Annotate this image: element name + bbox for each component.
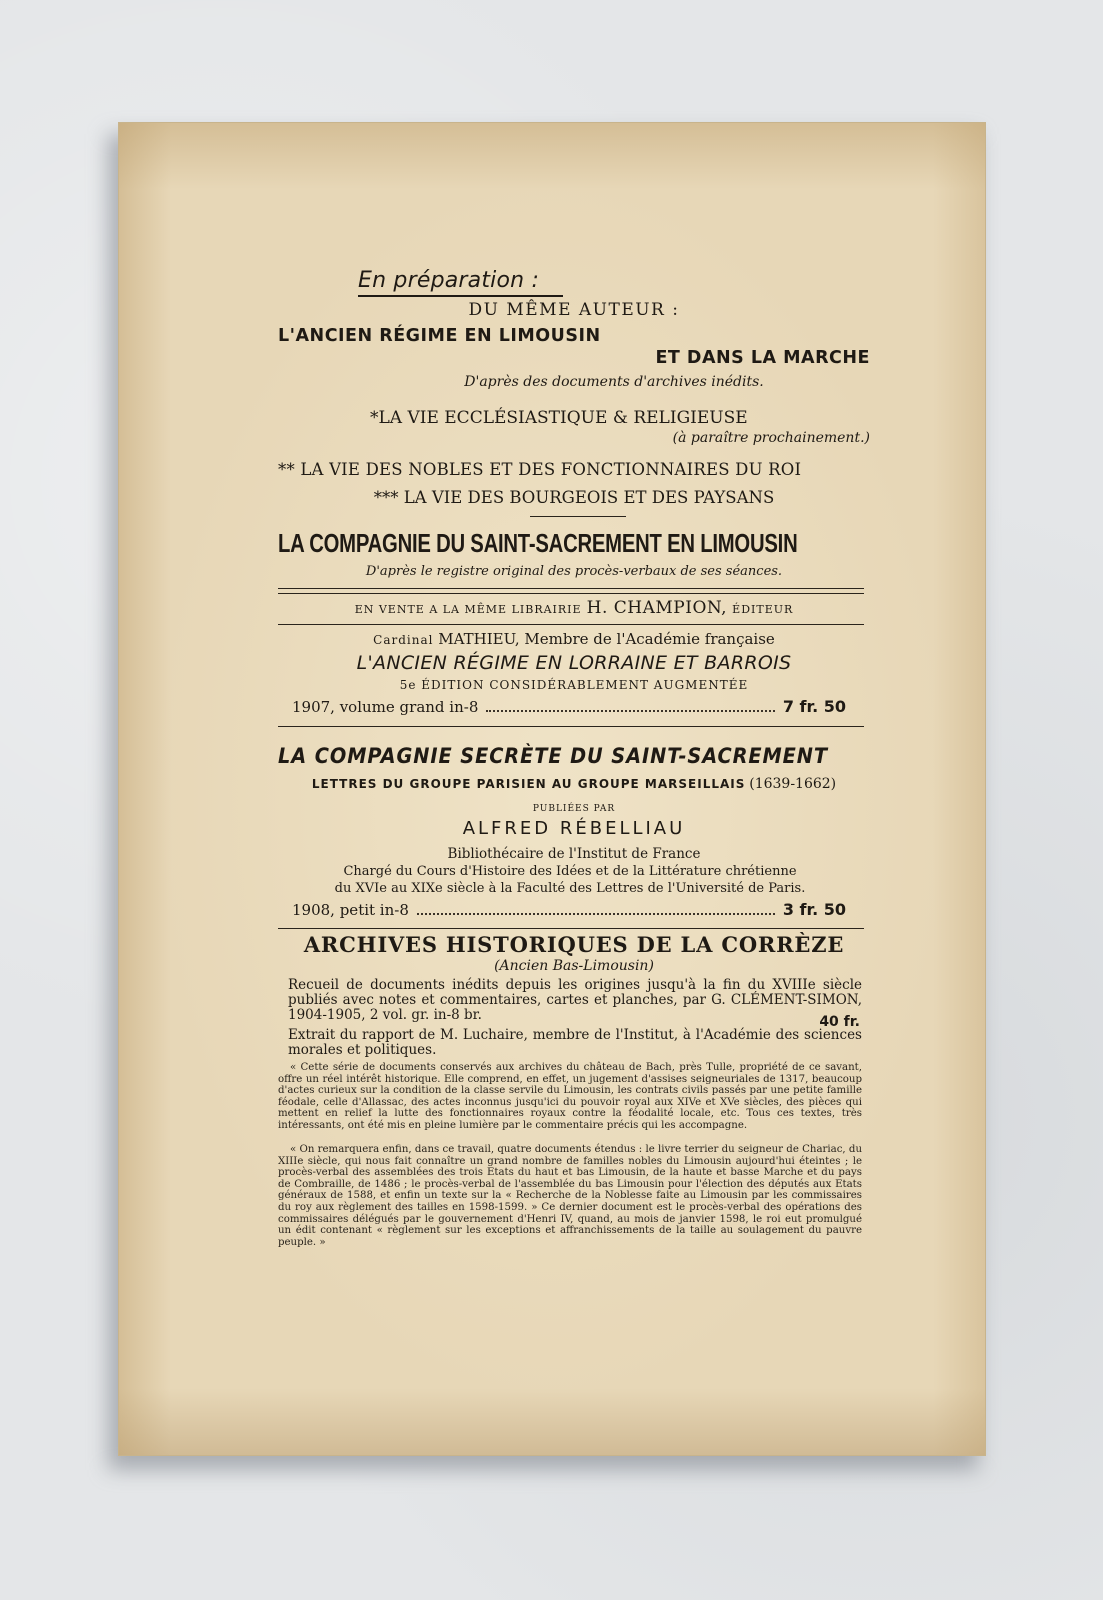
mathieu-author-line [278,630,870,648]
mathieu-rule [278,726,864,727]
compagnie-limousin-title: LA COMPAGNIE DU SAINT-SACREMENT EN LIMOUSIN [278,528,798,558]
mathieu-price: 7 fr. 50 [782,697,846,716]
correze-price: 40 fr. [819,1014,860,1030]
mathieu-format: 1907, volume grand in-8 [292,698,479,716]
correze-title: ARCHIVES HISTORIQUES DE LA CORRÈZE [303,932,845,957]
secrete-title: LA COMPAGNIE SECRÈTE DU SAINT-SACREMENT [278,744,828,768]
volume-1: *LA VIE ECCLÉSIASTIQUE & RELIGIEUSE [370,408,748,428]
secrete-rule [278,928,864,929]
secrete-price: 3 fr. 50 [782,900,846,919]
secrete-price-row [292,900,846,920]
double-rule-bottom [278,593,864,594]
mathieu-title: L'ANCIEN RÉGIME EN LORRAINE ET BARROIS [356,652,792,674]
editor-role: Bibliothécaire de l'Institut de France [447,846,701,862]
short-divider [530,516,626,517]
double-rule-top [278,588,864,589]
en-vente-prefix: EN VENTE A LA MÊME LIBRAIRIE [354,603,582,616]
dot-leader [486,710,774,712]
compagnie-limousin-subtitle: D'après le registre original des procès-verbaux de ses séances. [365,564,783,579]
publiees-par: PUBLIÉES PAR [532,804,616,814]
publisher-role: ÉDITEUR [732,603,794,616]
editor-role-2: Chargé du Cours d'Histoire des Idées et de la Littérature chrétienne [343,864,797,879]
publisher-name: H. CHAMPION, [586,598,728,618]
secrete-subtitle-line [278,776,870,792]
preparation-heading: En préparation : [358,268,563,297]
volume-3: *** LA VIE DES BOURGEOIS ET DES PAYSANS [373,488,775,507]
secrete-years: (1639-1662) [749,776,837,792]
editor-role-3: du XVIe au XIXe siècle à la Faculté des Lettres de l'Université de Paris. [334,881,806,896]
mathieu-price-row [292,697,846,717]
editor-name: ALFRED RÉBELLIAU [462,818,686,839]
luchaire-quote-1: « Cette série de documents conservés aux archives du château de Bach, près Tulle, propriété de ce savant, offre un réel intérêt historique. Elle comprend, en effet, un jugement d'assises seigneuriales de 1317, beaucoup d'actes curieux sur la condition de la classe servile du Limousin, les contrats civils passés par une petite famille féodale, celle d'Allassac, des actes inconnus jusqu'ici du pouvoir royal aux XIVe et XVe siècles, des pièces qui mettent en relief la lutte des fonctionnaires royaux contre la féodalité locale, etc. Tous ces textes, très intéressants, ont été mis en pleine lumière par le commentaire précis qui les accompagne. [278,1062,862,1131]
ancien-regime-subtitle: D'après des documents d'archives inédits. [464,374,764,390]
mathieu-author: MATHIEU, Membre de l'Académie française [438,630,775,648]
dot-leader [417,913,775,915]
volume-2: ** LA VIE DES NOBLES ET DES FONCTIONNAIRES DU ROI [278,460,802,479]
correze-extract: Extrait du rapport de M. Luchaire, membre de l'Institut, à l'Académie des sciences morales et politiques. [288,1027,862,1058]
same-author-label: DU MÊME AUTEUR : [468,300,680,320]
mathieu-prefix: Cardinal [373,633,434,647]
volume-1-note: (à paraître prochainement.) [672,430,870,446]
ancien-regime-title-line-2: ET DANS LA MARCHE [655,348,870,368]
mathieu-edition: 5e ÉDITION CONSIDÉRABLEMENT AUGMENTÉE [399,678,749,692]
en-vente-rule [278,624,864,625]
correze-description: Recueil de documents inédits depuis les origines jusqu'à la fin du XVIIIe siècle publiés avec notes et commentaires, cartes et planches, par G. CLÉMENT-SIMON, 1904-1905, 2 vol. gr. in-8 br. [288,977,862,1023]
ancien-regime-title-line-1: L'ANCIEN RÉGIME EN LIMOUSIN [278,326,601,346]
secrete-format: 1908, petit in-8 [292,901,409,919]
en-vente-line [278,598,870,618]
correze-subtitle: (Ancien Bas-Limousin) [494,958,654,974]
luchaire-quote-2: « On remarquera enfin, dans ce travail, quatre documents étendus : le livre terrier du seigneur de Chariac, du XIIIe siècle, qui nous fait connaître un grand nombre de familles nobles du Limousin aujourd'hui éteintes ; le procès-verbal des assemblées des trois Etats du haut et bas Limousin, de la haute et basse Marche et du pays de Combraille, de 1486 ; le procès-verbal de l'assemblée du bas Limousin pour l'élection des députés aux Etats généraux de 1588, et enfin un texte sur la « Recherche de la Noblesse faite au Limousin par les commissaires du roy aux règlement des tailles en 1598-1599. » Ce dernier document est le procès-verbal des opérations des commissaires délégués par le gouvernement d'Henri IV, quand, au mois de janvier 1598, le roi eut promulgué un édit contenant « règlement sur les exceptions et affranchissements de la taille au soulagement du pauvre peuple. » [278,1144,862,1248]
secrete-subtitle: LETTRES DU GROUPE PARISIEN AU GROUPE MARSEILLAIS [311,777,746,791]
